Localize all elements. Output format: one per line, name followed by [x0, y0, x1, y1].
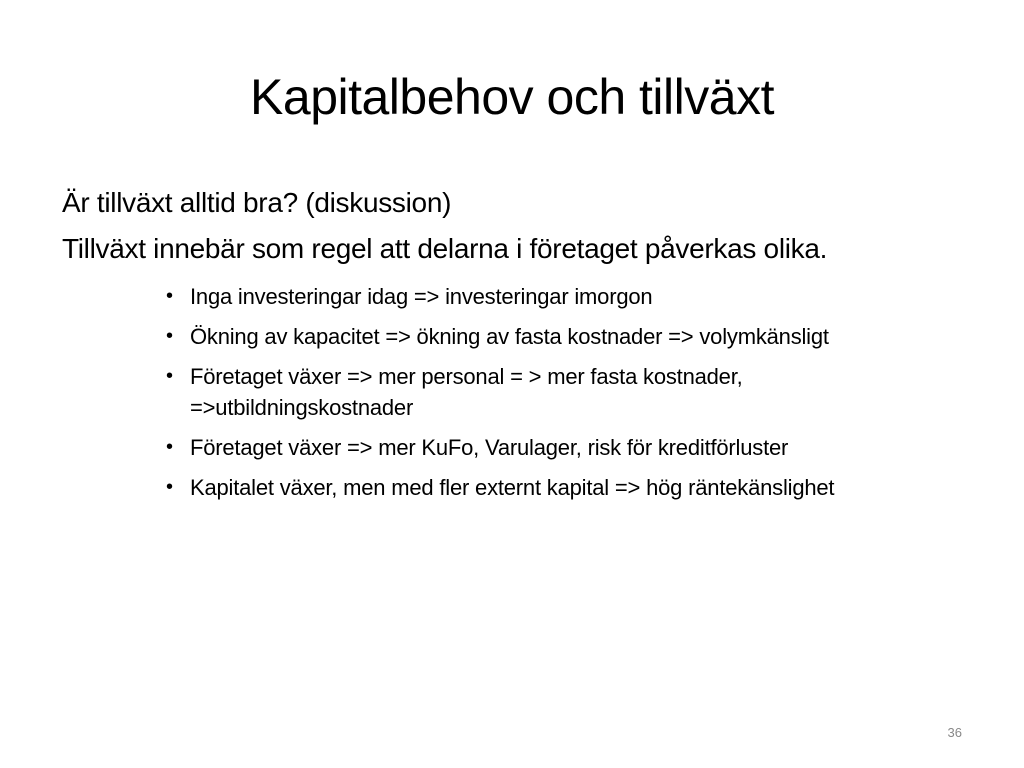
bullet-item-credit — [166, 432, 966, 463]
bullet-item-investments — [166, 281, 966, 312]
slide-body — [62, 182, 942, 512]
bullet-text: Företaget växer => mer personal = > mer fasta kostnader, =>utbildningskostnader — [190, 364, 743, 420]
paragraph-question: Är tillväxt alltid bra? (diskussion) — [62, 187, 452, 218]
bullet-item-personnel — [166, 361, 966, 423]
bullet-dot-icon: • — [166, 285, 173, 307]
slide-title: Kapitalbehov och tillväxt — [250, 69, 774, 125]
bullet-text: Inga investeringar idag => investeringar imorgon — [190, 284, 653, 309]
bullet-item-capacity — [166, 321, 966, 352]
bullet-dot-icon: • — [166, 365, 173, 387]
bullet-list — [62, 281, 966, 503]
bullet-text: Företaget växer => mer KuFo, Varulager, risk för kreditförluster — [190, 435, 789, 460]
bullet-item-capital — [166, 472, 966, 503]
bullet-text: Ökning av kapacitet => ökning av fasta kostnader => volymkänsligt — [190, 324, 829, 349]
paragraph-growth: Tillväxt innebär som regel att delarna i företaget påverkas olika. — [62, 233, 828, 264]
bullet-dot-icon: • — [166, 325, 173, 347]
bullet-text: Kapitalet växer, men med fler externt kapital => hög räntekänslighet — [190, 475, 835, 500]
page-number: 36 — [947, 725, 962, 740]
bullet-dot-icon: • — [166, 436, 173, 458]
bullet-dot-icon: • — [166, 476, 173, 498]
